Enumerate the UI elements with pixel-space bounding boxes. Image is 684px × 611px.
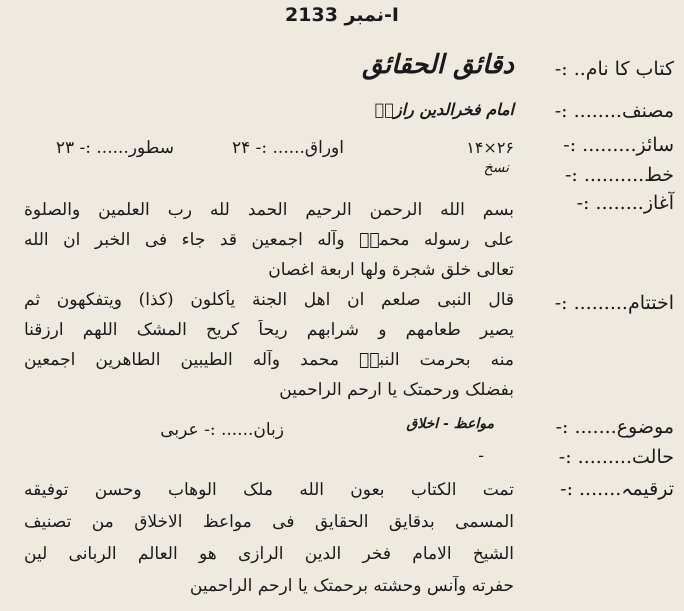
label-script: خط.......... :-	[564, 164, 674, 186]
author-value: امام فخرالدین رازیؒ	[374, 100, 514, 119]
language-value: زبان...... :- عربی	[160, 420, 284, 440]
lines-value: سطور...... :- ۲۳	[55, 138, 174, 158]
script-value: نسخ	[483, 160, 509, 176]
colophon-line-4: حفرته وآنس وحشته برحمتک يا ارحم الراحمين	[189, 576, 514, 596]
beginning-line-1: بسم الله الرحمن الرحيم الحمد لله رب العلمين والصلوة	[24, 200, 514, 220]
size-value: ۲۶×۱۴	[466, 138, 514, 157]
label-colophon: ترقیمہ....... :-	[560, 478, 674, 500]
colophon-line-3: الشيخ الامام فخر الدين الرازی هو العالم الربانی لين	[24, 544, 514, 564]
ending-line-3: منه بحرمت النبیؐ محمد وآله الطيبين الطاهرين اجمعين	[24, 350, 514, 370]
catalog-number: نمبر 2133-I	[285, 4, 399, 26]
colophon-line-2: المسمی بدقايق الحقايق فی مواعظ الاخلاق من تصنيف	[24, 512, 514, 532]
ending-line-4: بفضلک ورحمتک يا ارحم الراحمين	[279, 380, 514, 400]
ending-line-2: يصير طعامهم و شرابهم ريحاً كريح المشک اللهم ارزقنا	[24, 320, 514, 340]
subject-value: مواعظ - اخلاق	[406, 416, 494, 432]
label-ending: اختتام......... :-	[554, 292, 674, 314]
folios-value: اوراق...... :- ۲۴	[231, 138, 344, 158]
label-subject: موضوع....... :-	[555, 416, 674, 438]
label-author: مصنف........ :-	[554, 100, 674, 122]
label-size: سائز......... :-	[563, 134, 674, 156]
label-book-name: کتاب کا نام.. :-	[554, 58, 674, 80]
beginning-line-3: تعالی خلق شجرة ولها اربعة اغصان	[268, 260, 514, 280]
label-beginning: آغاز........ :-	[576, 192, 674, 214]
label-condition: حالت......... :-	[558, 446, 674, 468]
colophon-line-1: تمت الكتاب بعون الله ملک الوهاب وحسن توفيقه	[24, 480, 514, 500]
ending-line-1: قال النبی صلعم ان اهل الجنة يأكلون (كذا) ويتفكهون ثم	[24, 290, 514, 310]
book-name-value: دقائق الحقائق	[362, 50, 514, 80]
beginning-line-2: علی رسوله محمدؐ وآله اجمعين قد جاء فی الخبر ان الله	[24, 230, 514, 250]
condition-value: -	[478, 446, 484, 466]
